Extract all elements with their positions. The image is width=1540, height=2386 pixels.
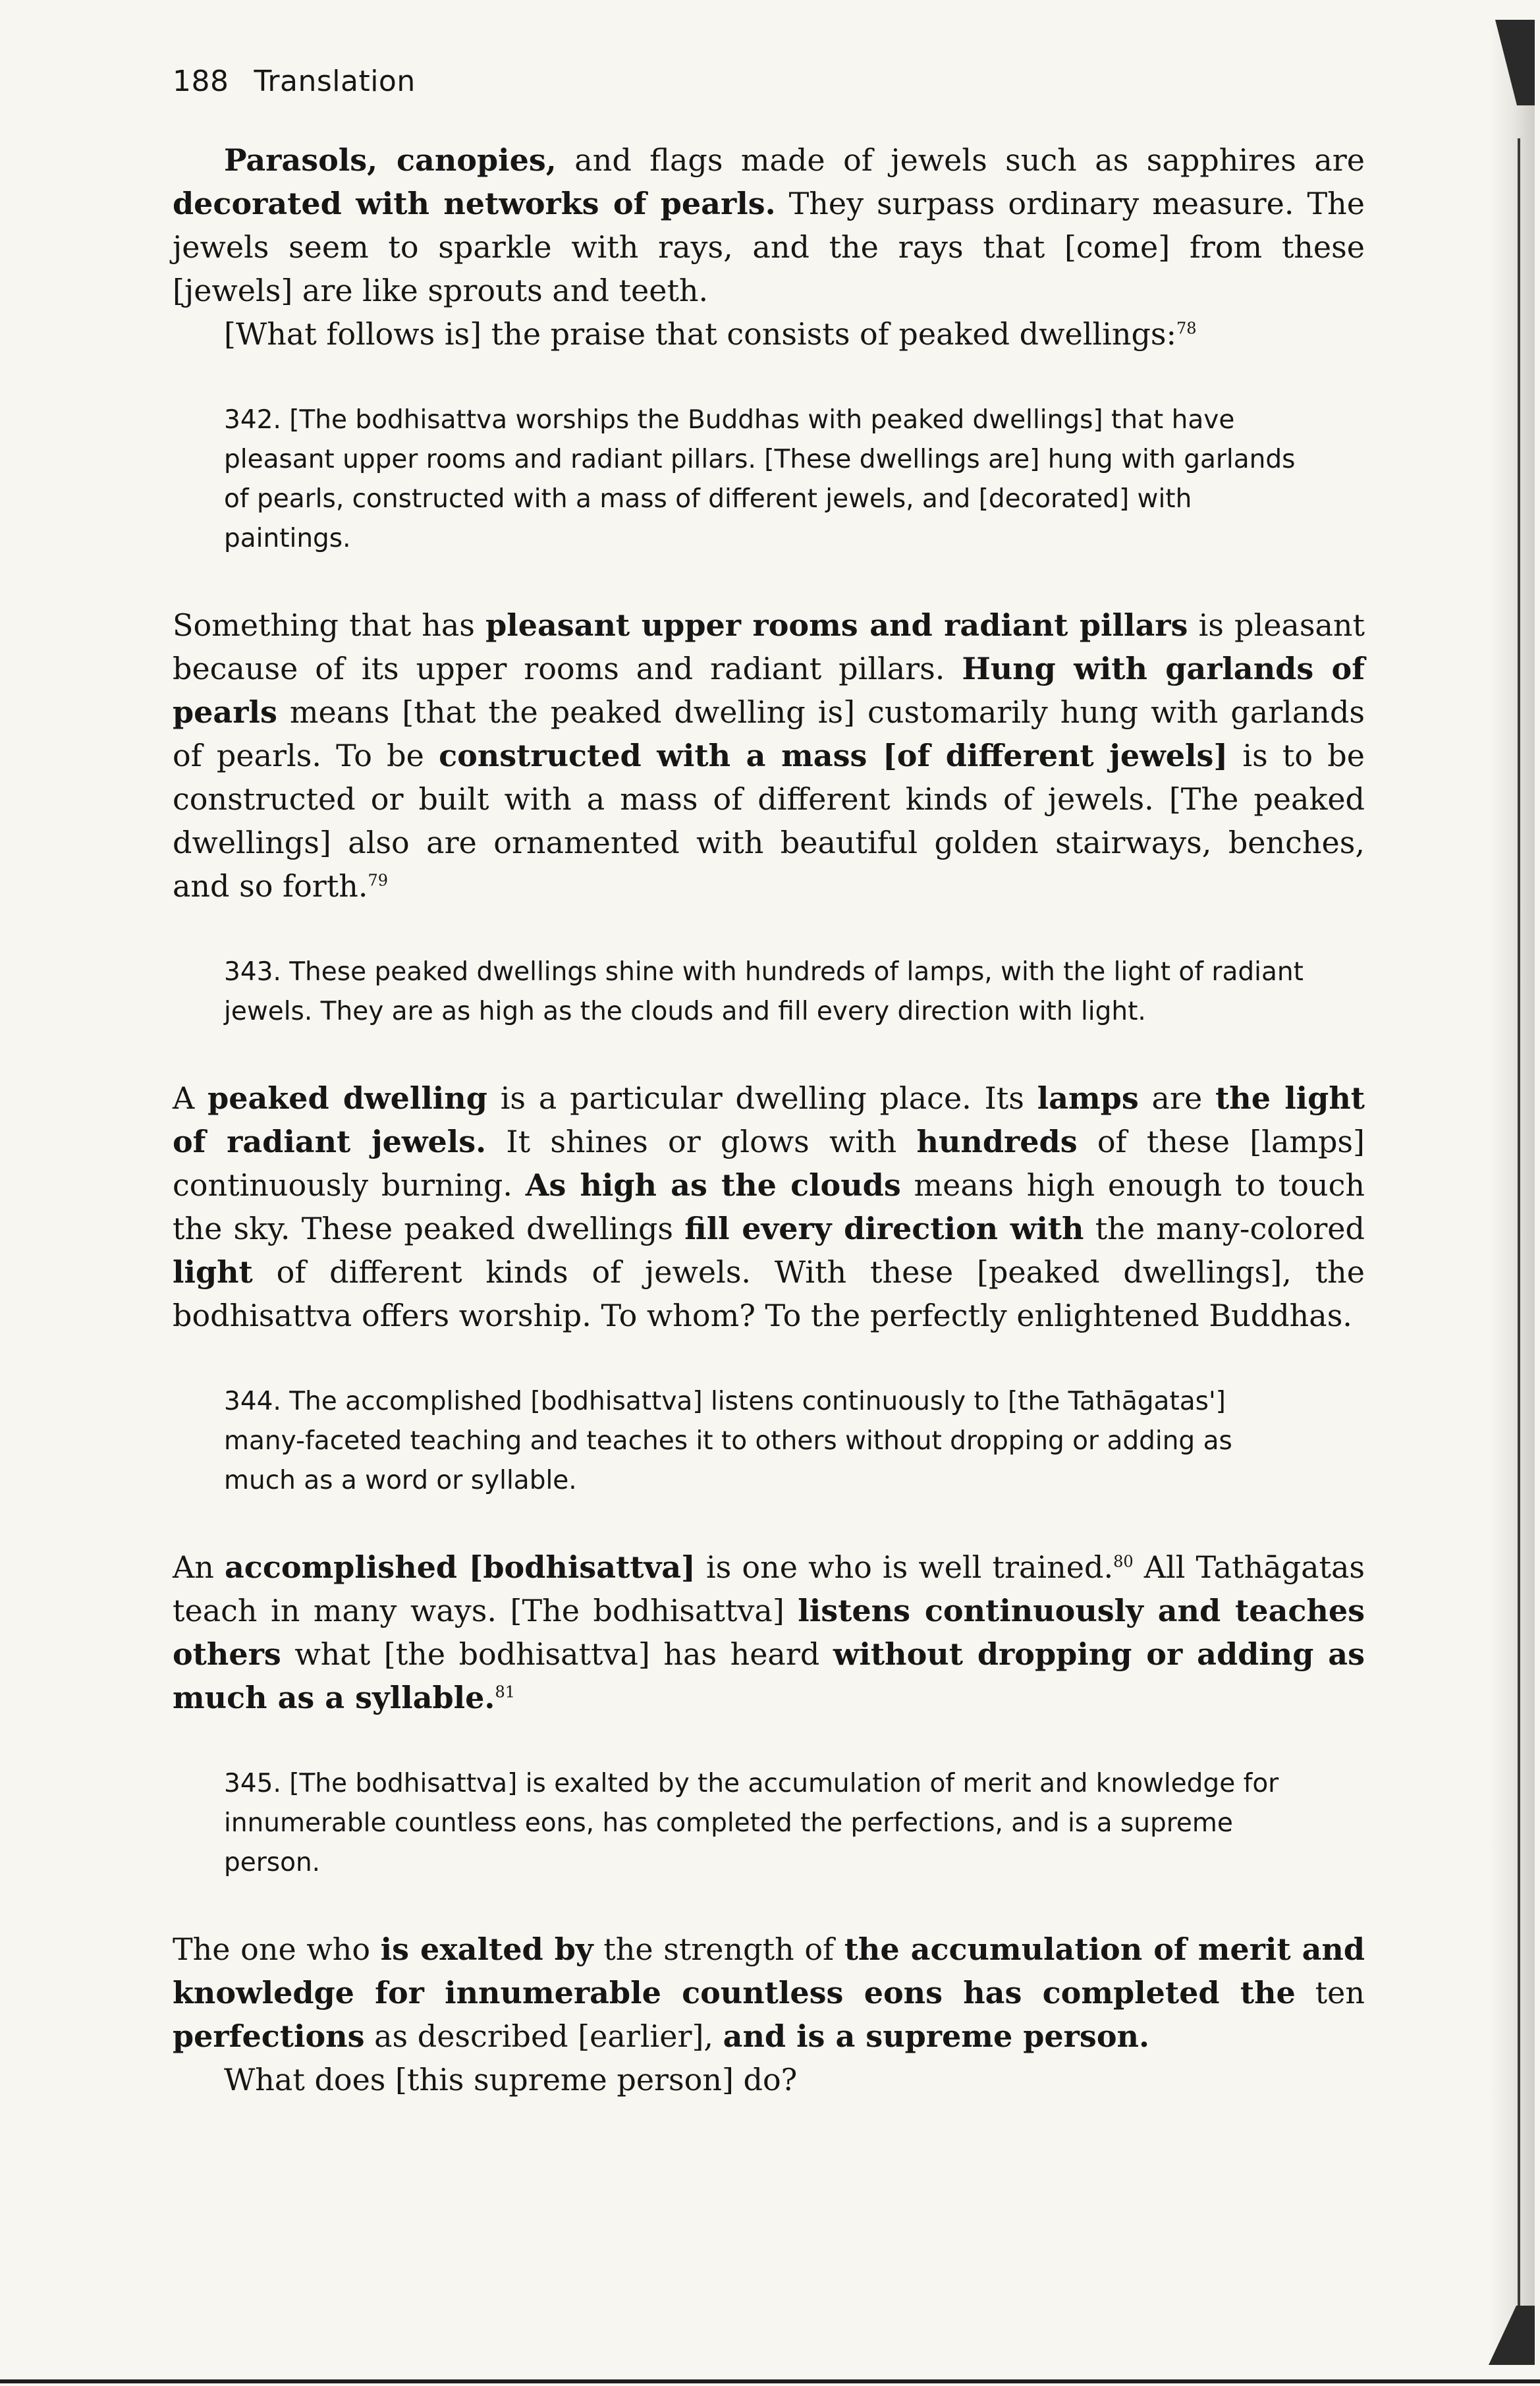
verse-344: 344. The accomplished [bodhisattva] listens continuously to [the Tathāgatas'] many-faceted teaching and teaches it to others without dropping or adding as much as a word or syllable. — [224, 1387, 1232, 1495]
text-run: The one who — [173, 1931, 381, 1967]
text-run: Something that has — [173, 607, 486, 643]
text-run: as described [earlier], — [364, 2018, 723, 2054]
text-run: is a particular dwelling place. Its — [487, 1080, 1037, 1116]
footnote-ref: 79 — [368, 871, 389, 890]
page-edge-rule — [1518, 138, 1520, 2312]
paragraph-7: What does [this supreme person] do? — [224, 2062, 798, 2097]
text-run: is to be constructed or built with a mass of different kinds of jewels. [The peaked dwellings] also are ornamented with beautiful golden stairways, benches, and so forth. — [173, 738, 1365, 904]
text-run: means [that the peaked dwelling is] customarily hung with garlands of pearls. To be — [173, 694, 1365, 773]
bold-phrase: listens continuously and teaches others — [173, 1593, 1365, 1672]
paragraph-3 — [173, 603, 1365, 908]
paragraph-2 — [173, 312, 1365, 356]
page-corner-bottom — [1489, 2306, 1535, 2365]
text-run: It shines or glows with — [486, 1124, 917, 1159]
bold-phrase: accomplished [bodhisattva] — [225, 1549, 696, 1585]
bold-phrase: without dropping or adding as much as a syllable. — [173, 1636, 1365, 1715]
paragraph-1 — [173, 138, 1365, 312]
running-head — [173, 65, 416, 98]
footnote-ref: 78 — [1176, 319, 1197, 338]
verse-343: 343. These peaked dwellings shine with hundreds of lamps, with the light of radiant jewels. They are as high as the clouds and fill every direction with light. — [224, 957, 1304, 1026]
page-edge-shadow — [1489, 20, 1535, 2365]
bold-phrase: hundreds — [916, 1124, 1078, 1159]
bold-phrase: lamps — [1037, 1080, 1139, 1116]
text-run: of these [lamps] continuously burning. — [173, 1124, 1365, 1203]
page-body — [173, 138, 1365, 2101]
text-run: and flags made of jewels such as sapphires are — [556, 142, 1365, 178]
text-run: means high enough to touch the sky. These peaked dwellings — [173, 1167, 1365, 1246]
bold-phrase: fill every direction with — [684, 1211, 1084, 1246]
text-run: They surpass ordinary measure. The jewels seem to sparkle with rays, and the rays that [come] from these [jewels] are like sprouts and teeth. — [173, 186, 1365, 308]
bold-phrase: is exalted by — [380, 1931, 593, 1967]
text-run: An — [173, 1549, 225, 1585]
text-run: the strength of — [593, 1931, 844, 1967]
text-run: ten — [1295, 1975, 1365, 2011]
text-run: All Tathāgatas teach in many ways. [The bodhisattva] — [173, 1549, 1365, 1628]
text-run: A — [173, 1080, 208, 1116]
bold-phrase: the light of radiant jewels. — [173, 1080, 1365, 1159]
footnote-ref: 81 — [495, 1682, 515, 1702]
text-run: of different kinds of jewels. With these [peaked dwellings], the bodhisattva offers worship. To whom? To the perfectly enlightened Buddhas. — [173, 1254, 1365, 1333]
footnote-ref: 80 — [1113, 1552, 1134, 1571]
bold-phrase: decorated with networks of pearls. — [173, 186, 776, 221]
text-run: is pleasant because of its upper rooms and radiant pillars. — [173, 607, 1365, 686]
paragraph-6 — [173, 1928, 1365, 2058]
bold-phrase: and is a supreme person. — [723, 2018, 1149, 2054]
bold-phrase: light — [173, 1254, 253, 1290]
paragraph-4 — [173, 1076, 1365, 1337]
verse-342: 342. [The bodhisattva worships the Buddhas with peaked dwellings] that have pleasant upper rooms and radiant pillars. [These dwellings are] hung with garlands of pearls, constructed with a mass of different jewels, and [decorated] with paintings. — [224, 405, 1296, 553]
paragraph-5 — [173, 1545, 1365, 1719]
bold-phrase: peaked dwelling — [207, 1080, 487, 1116]
bold-phrase: Parasols, canopies, — [224, 142, 557, 178]
bold-phrase: the accumulation of merit and knowledge for innumerable countless eons has completed the — [173, 1931, 1365, 2011]
text-run: the many-colored — [1084, 1211, 1365, 1246]
bold-phrase: Hung with garlands of pearls — [173, 651, 1365, 730]
text-run: what [the bodhisattva] has heard — [281, 1636, 833, 1672]
scan-bottom-border — [0, 2379, 1540, 2383]
bold-phrase: pleasant upper rooms and radiant pillars — [485, 607, 1188, 643]
text-run: is one who is well trained. — [695, 1549, 1114, 1585]
text-run: are — [1138, 1080, 1216, 1116]
running-title: Translation — [254, 65, 416, 98]
page-number: 188 — [173, 65, 229, 98]
page-corner-top — [1495, 20, 1535, 105]
bold-phrase: As high as the clouds — [525, 1167, 901, 1203]
text-run: [What follows is] the praise that consists of peaked dwellings: — [224, 316, 1177, 352]
bold-phrase: perfections — [173, 2018, 365, 2054]
bold-phrase: constructed with a mass [of different jewels] — [439, 738, 1228, 773]
verse-345: 345. [The bodhisattva] is exalted by the accumulation of merit and knowledge for innumerable countless eons, has completed the perfections, and is a supreme person. — [224, 1769, 1279, 1877]
